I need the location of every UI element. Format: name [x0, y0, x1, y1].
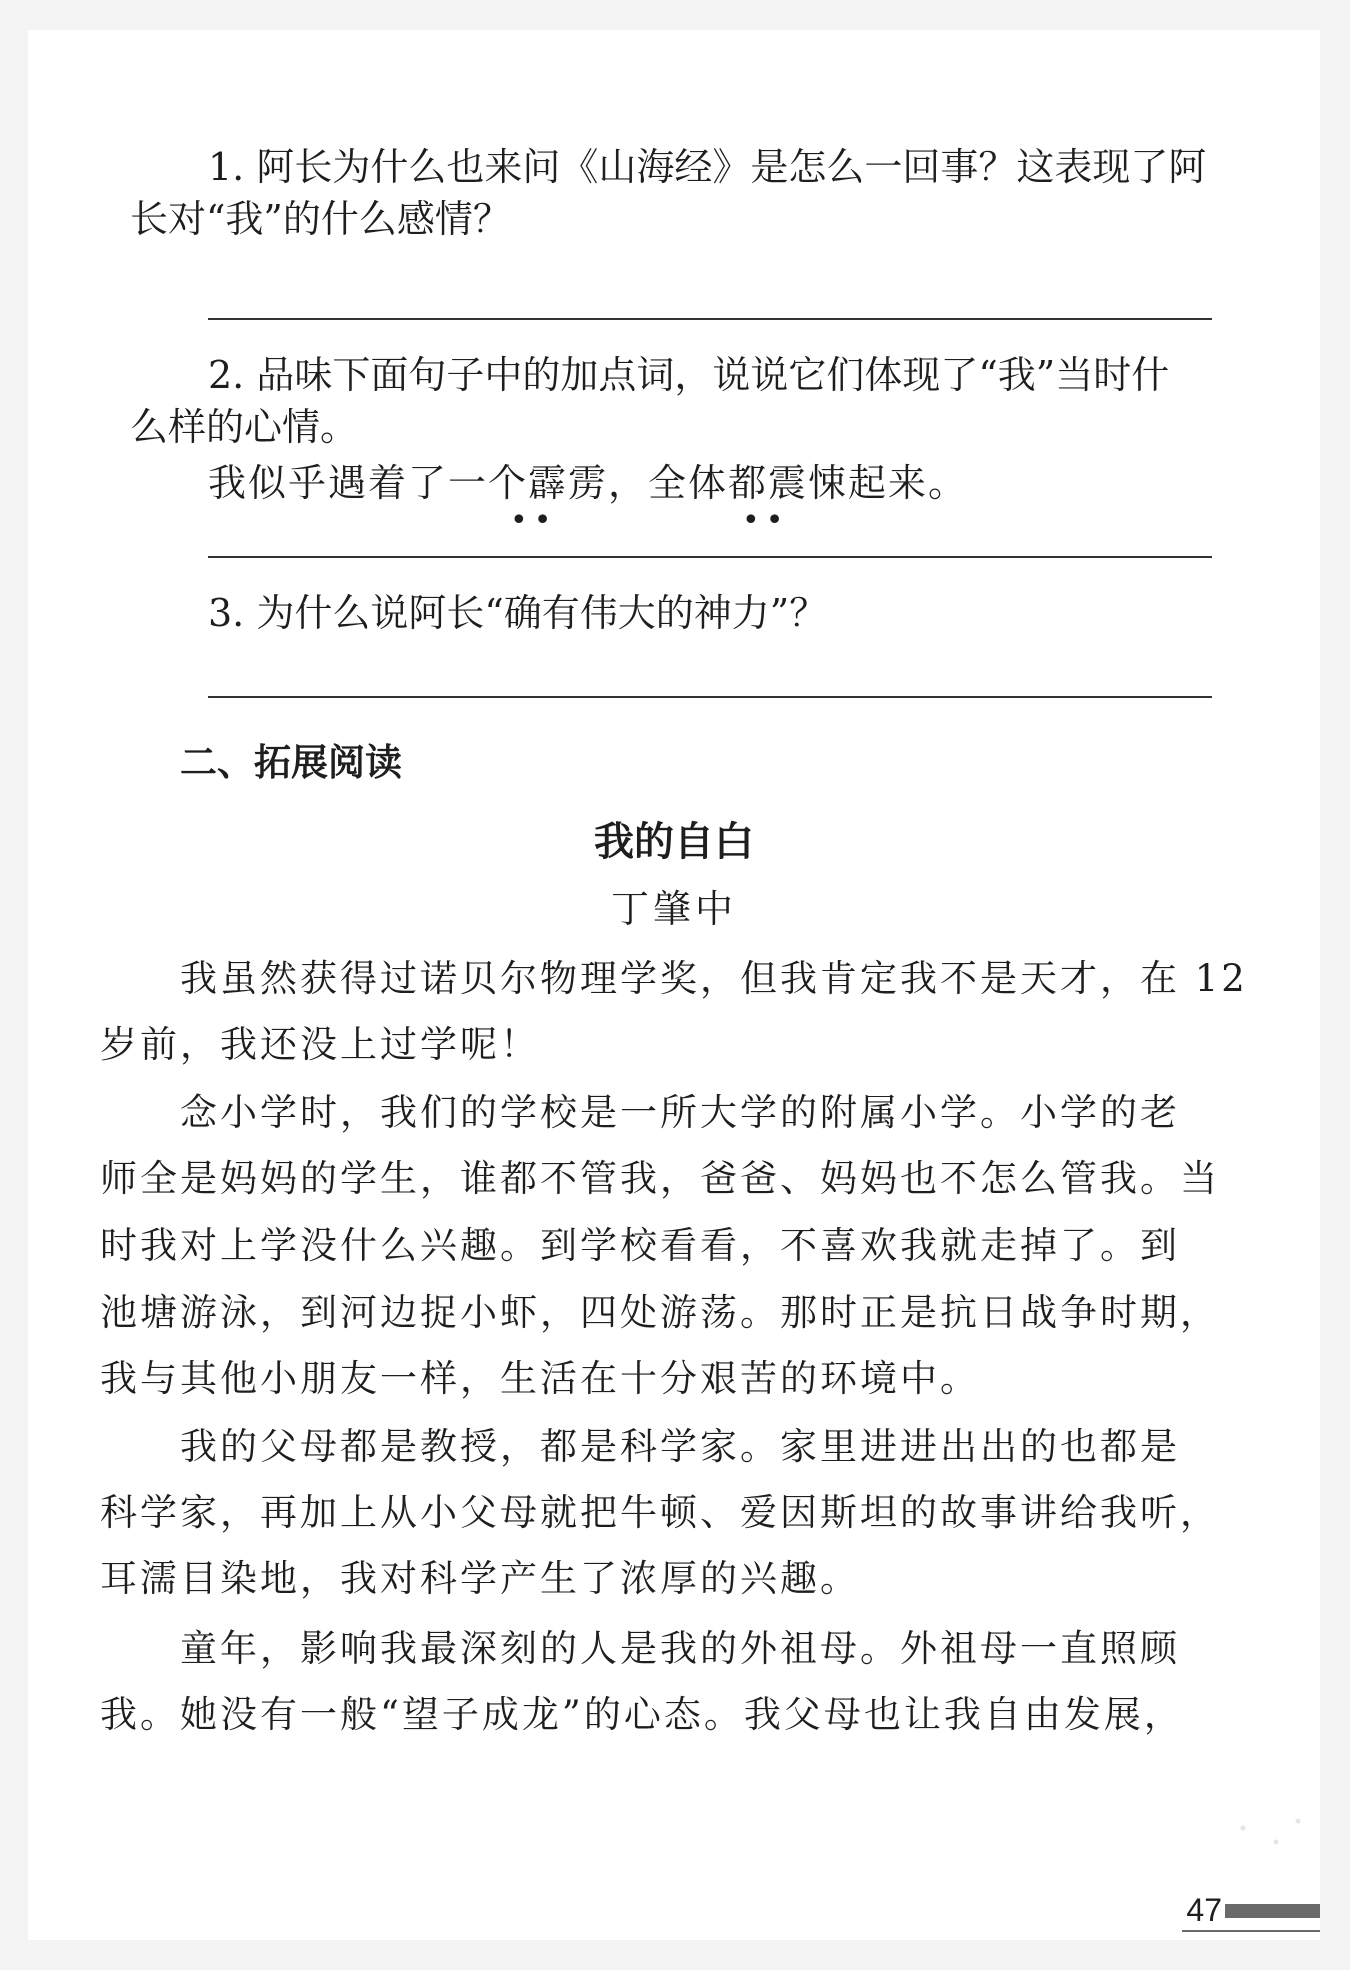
article-line-10: 耳濡目染地，我对科学产生了浓厚的兴趣。: [100, 1557, 860, 1600]
article-line-5: 时我对上学没什么兴趣。到学校看看，不喜欢我就走掉了。到: [100, 1224, 1180, 1267]
article-line-8: 我的父母都是教授，都是科学家。家里进进出出的也都是: [180, 1425, 1180, 1468]
question-1-line-2: 长对“我”的什么感情？: [130, 197, 511, 241]
emphasis-dots-1: ••: [510, 503, 558, 538]
article-line-11: 童年，影响我最深刻的人是我的外祖母。外祖母一直照顾: [180, 1627, 1180, 1670]
answer-line-3[interactable]: [208, 696, 1212, 698]
article-line-1: 我虽然获得过诺贝尔物理学奖，但我肯定我不是天才，在 12: [180, 957, 1248, 1000]
article-line-7: 我与其他小朋友一样，生活在十分艰苦的环境中。: [100, 1357, 980, 1400]
question-2-quote: 我似乎遇着了一个霹雳，全体都震悚起来。: [208, 461, 969, 505]
page-number-bar: [1225, 1904, 1320, 1918]
article-line-6: 池塘游泳，到河边捉小虾，四处游荡。那时正是抗日战争时期，: [100, 1291, 1220, 1334]
answer-line-1[interactable]: [208, 318, 1212, 320]
section-heading: 二、拓展阅读: [180, 741, 402, 784]
article-title: 我的自白: [594, 819, 754, 865]
emphasis-dots-2: ••: [742, 503, 790, 538]
article-line-3: 念小学时，我们的学校是一所大学的附属小学。小学的老: [180, 1091, 1180, 1134]
page-number: 47: [1186, 1892, 1222, 1928]
question-2-line-1: 2. 品味下面句子中的加点词，说说它们体现了“我”当时什: [208, 353, 1170, 397]
question-2-line-2: 么样的心情。: [130, 405, 359, 449]
answer-line-2[interactable]: [208, 556, 1212, 558]
article-line-4: 师全是妈妈的学生，谁都不管我，爸爸、妈妈也不怎么管我。当: [100, 1157, 1220, 1200]
question-3: 3. 为什么说阿长“确有伟大的神力”？: [208, 591, 828, 635]
article-author: 丁肇中: [610, 887, 737, 931]
page-number-underline: [1182, 1930, 1320, 1932]
corner-decoration: [1210, 1800, 1320, 1870]
article-line-9: 科学家，再加上从小父母就把牛顿、爱因斯坦的故事讲给我听，: [100, 1491, 1220, 1534]
textbook-page: [28, 30, 1320, 1940]
article-line-2: 岁前，我还没上过学呢！: [100, 1023, 540, 1066]
article-line-12: 我。她没有一般“望子成龙”的心态。我父母也让我自由发展，: [100, 1693, 1184, 1736]
question-1-line-1: 1. 阿长为什么也来问《山海经》是怎么一回事？这表现了阿: [208, 145, 1207, 189]
